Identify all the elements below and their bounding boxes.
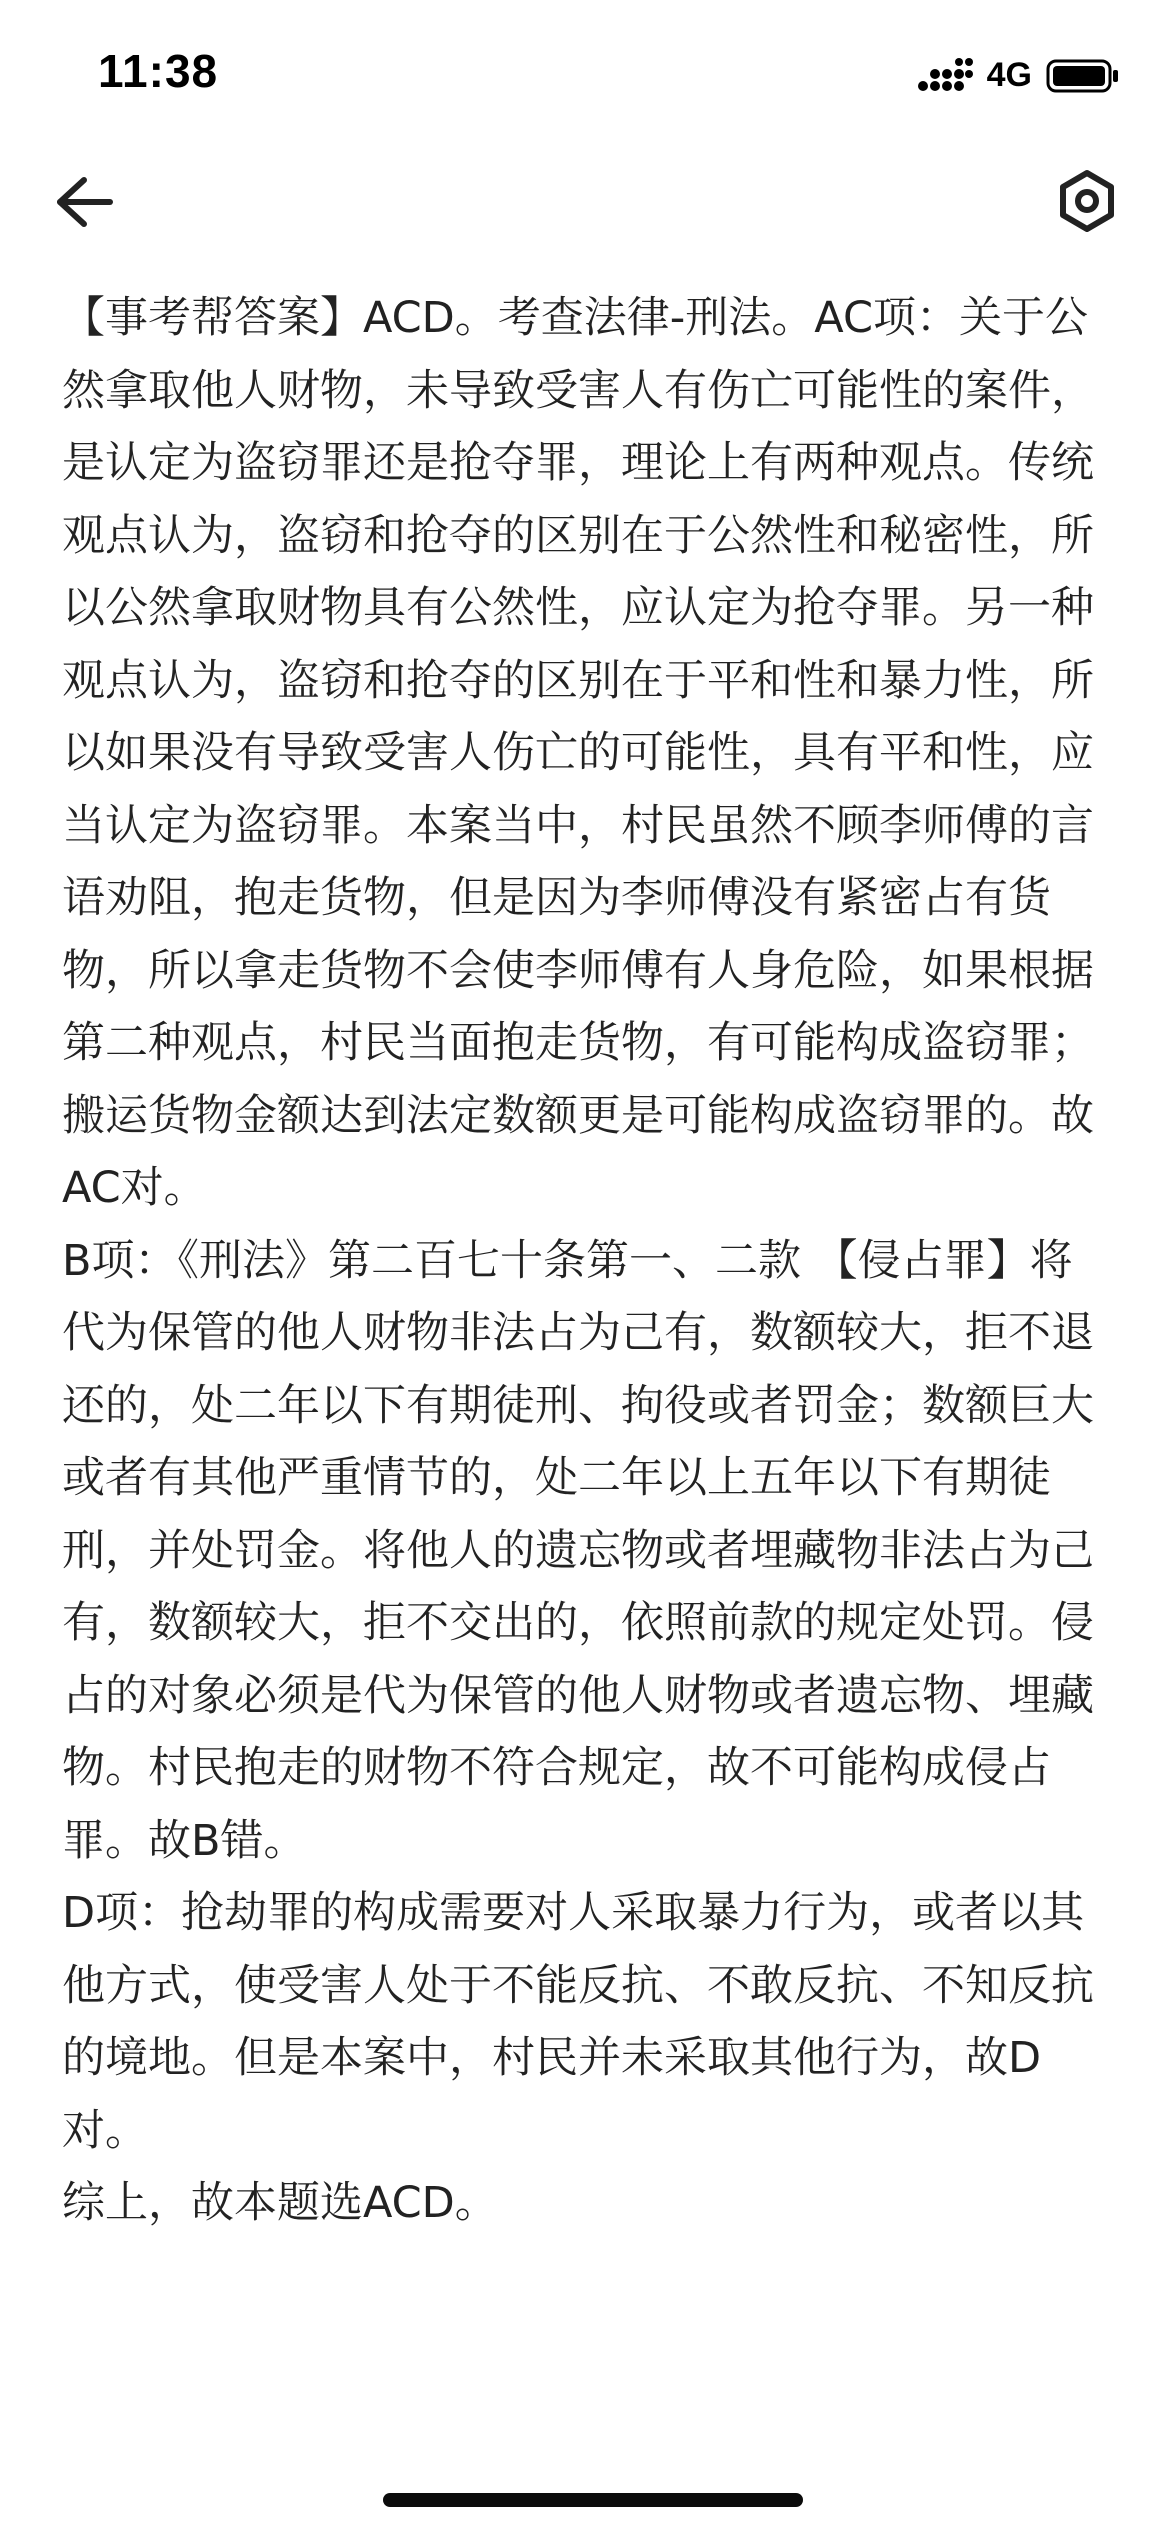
signal-icon: [917, 58, 973, 94]
battery-icon: [1046, 58, 1120, 94]
home-indicator[interactable]: [383, 2493, 803, 2507]
status-time: 11:38: [98, 45, 219, 97]
nav-bar: [0, 150, 1170, 250]
answer-paragraph-ac: 【事考帮答案】ACD。考查法律-刑法。AC项：关于公然拿取他人财物，未导致受害人有伤亡可能性的案件，是认定为盗窃罪还是抢夺罪，理论上有两种观点。传统观点认为，盗窃和抢夺的区别在于公然性和秘密性，所以公然拿取财物具有公然性，应认定为抢夺罪。另一种观点认为，盗窃和抢夺的区别在于平和性和暴力性，所以如果没有导致受害人伤亡的可能性，具有平和性，应当认定为盗窃罪。本案当中，村民虽然不顾李师傅的言语劝阻，抱走货物，但是因为李师傅没有紧密占有货物，所以拿走货物不会使李师傅有人身危险，如果根据第二种观点，村民当面抱走货物，有可能构成盗窃罪；搬运货物金额达到法定数额更是可能构成盗窃罪的。故AC对。: [62, 293, 1094, 1213]
back-arrow-icon: [50, 172, 120, 232]
settings-button[interactable]: [1054, 168, 1120, 234]
answer-paragraph-b: B项：《刑法》第二百七十条第一、二款 【侵占罪】将代为保管的他人财物非法占为己有，数额较大，拒不退还的，处二年以下有期徒刑、拘役或者罚金；数额巨大或者有其他严重情节的，处二年以上五年以下有期徒刑，并处罚金。将他人的遗忘物或者埋藏物非法占为己有，数额较大，拒不交出的，依照前款的规定处罚。侵占的对象必须是代为保管的他人财物或者遗忘物、埋藏物。村民抱走的财物不符合规定，故不可能构成侵占罪。故B错。: [62, 1235, 1094, 1866]
answer-paragraph-summary: 综上，故本题选ACD。: [62, 2178, 498, 2228]
status-bar: [0, 0, 1170, 150]
status-indicators: [917, 56, 1120, 95]
network-label: 4G: [986, 56, 1032, 94]
answer-content: [62, 282, 1112, 2240]
settings-icon: [1054, 168, 1120, 234]
answer-paragraph-d: D项：抢劫罪的构成需要对人采取暴力行为，或者以其他方式，使受害人处于不能反抗、不敢反抗、不知反抗的境地。但是本案中，村民并未采取其他行为，故D对。: [62, 1888, 1094, 2156]
back-button[interactable]: [50, 172, 120, 232]
